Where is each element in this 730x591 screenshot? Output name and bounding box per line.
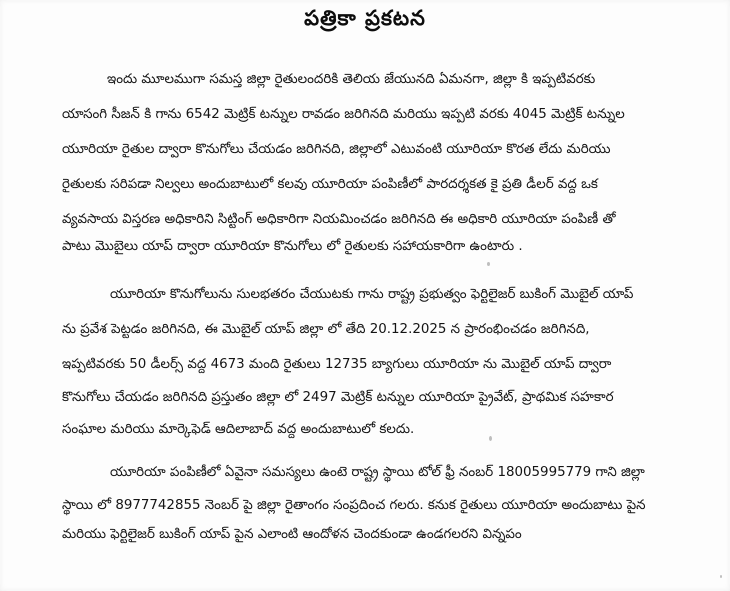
paragraph-2-line-3: ఇప్పటివరకు 50 డీలర్స్ వద్ద 4673 మంది రైతులు 12735 బ్యాగులు యూరియా ను మొబైల్ యాప్ ద్వారా <box>62 357 612 372</box>
scan-speck <box>720 575 722 578</box>
paragraph-1-line-6: పాటు మొబైలు యాప్ ద్వారా యూరియా కొనుగోలు లో రైతులకు సహాయకారిగా ఉంటారు . <box>62 239 523 254</box>
paragraph-2-line-5: సంఘాల మరియు మార్కెఫెడ్ ఆదిలాబాద్ వద్ద అందుబాటులో కలదు. <box>62 422 415 437</box>
paragraph-3-line-2: స్థాయి లో 8977742855 నెంబర్ పై జిల్లా రైతాంగం సంప్రదించ గలరు. కనుక రైతులు యూరియా అందుబాటు పైన <box>62 498 646 513</box>
paragraph-2-line-4: కొనుగోలు చేయడం జరిగినది ప్రస్తుతం జిల్లా లో 2497 మెట్రిక్ టన్నుల యూరియా ప్రైవేట్, ప్రాథమిక సహకార <box>62 390 614 405</box>
document-title: పత్రికా ప్రకటన <box>304 6 426 30</box>
paragraph-2-line-2: ను ప్రవేశ పెట్టడం జరిగినది, ఈ మొబైల్ యాప్ జిల్లా లో తేది 20.12.2025 న ప్రారంభించడం జరిగినది, <box>62 322 590 337</box>
paragraph-1-line-2: యాసంగి సీజన్ కి గాను 6542 మెట్రిక్ టన్నుల రావడం జరిగినది మరియు ఇప్పటి వరకు 4045 మెట్రిక్ టన్నుల <box>62 107 625 122</box>
paragraph-1-line-4: రైతులకు సరిపడా నిల్వలు అందుబాటులో కలవు యూరియా పంపిణీలో పారదర్శకత కై ప్రతి డీలర్ వద్ద ఒక <box>62 177 598 192</box>
paragraph-3-line-3: మరియు ఫెర్టిలైజర్ బుకింగ్ యాప్ పైన ఎలాంటి ఆందోళన చెందకుండా ఉండగలరని విన్నపం <box>62 527 522 542</box>
scan-speck <box>487 262 490 266</box>
scan-speck <box>489 436 492 441</box>
paragraph-2-line-1: యూరియా కొనుగోలును సులభతరం చేయుటకు గాను రాష్ట్ర ప్రభుత్వం ఫెర్టిలైజర్ బుకింగ్ మొబైల్ యాప్ <box>110 287 634 302</box>
paragraph-1-line-5: వ్యవసాయ విస్తరణ అధికారిని సిట్టింగ్ అధికారిగా నియమించడం జరిగినది ఈ అధికారి యూరియా పంపిణీ తో <box>62 212 616 227</box>
paragraph-1-line-3: యూరియా రైతుల ద్వారా కొనుగోలు చేయడం జరిగినది, జిల్లాలో ఎటువంటి యూరియా కొరత లేదు మరియు <box>62 142 611 157</box>
paragraph-1-line-1: ఇందు మూలముగా సమస్త జిల్లా రైతులందరికి తెలియ జేయునది ఏమనగా, జిల్లా కి ఇప్పటివరకు <box>107 72 596 87</box>
paragraph-3-line-1: యూరియా పంపిణీలో ఏవైనా సమస్యలు ఉంటె రాష్ట్ర స్థాయి టోల్ ఫ్రీ నంబర్ 18005995779 గాని జిల్లా <box>110 465 645 480</box>
